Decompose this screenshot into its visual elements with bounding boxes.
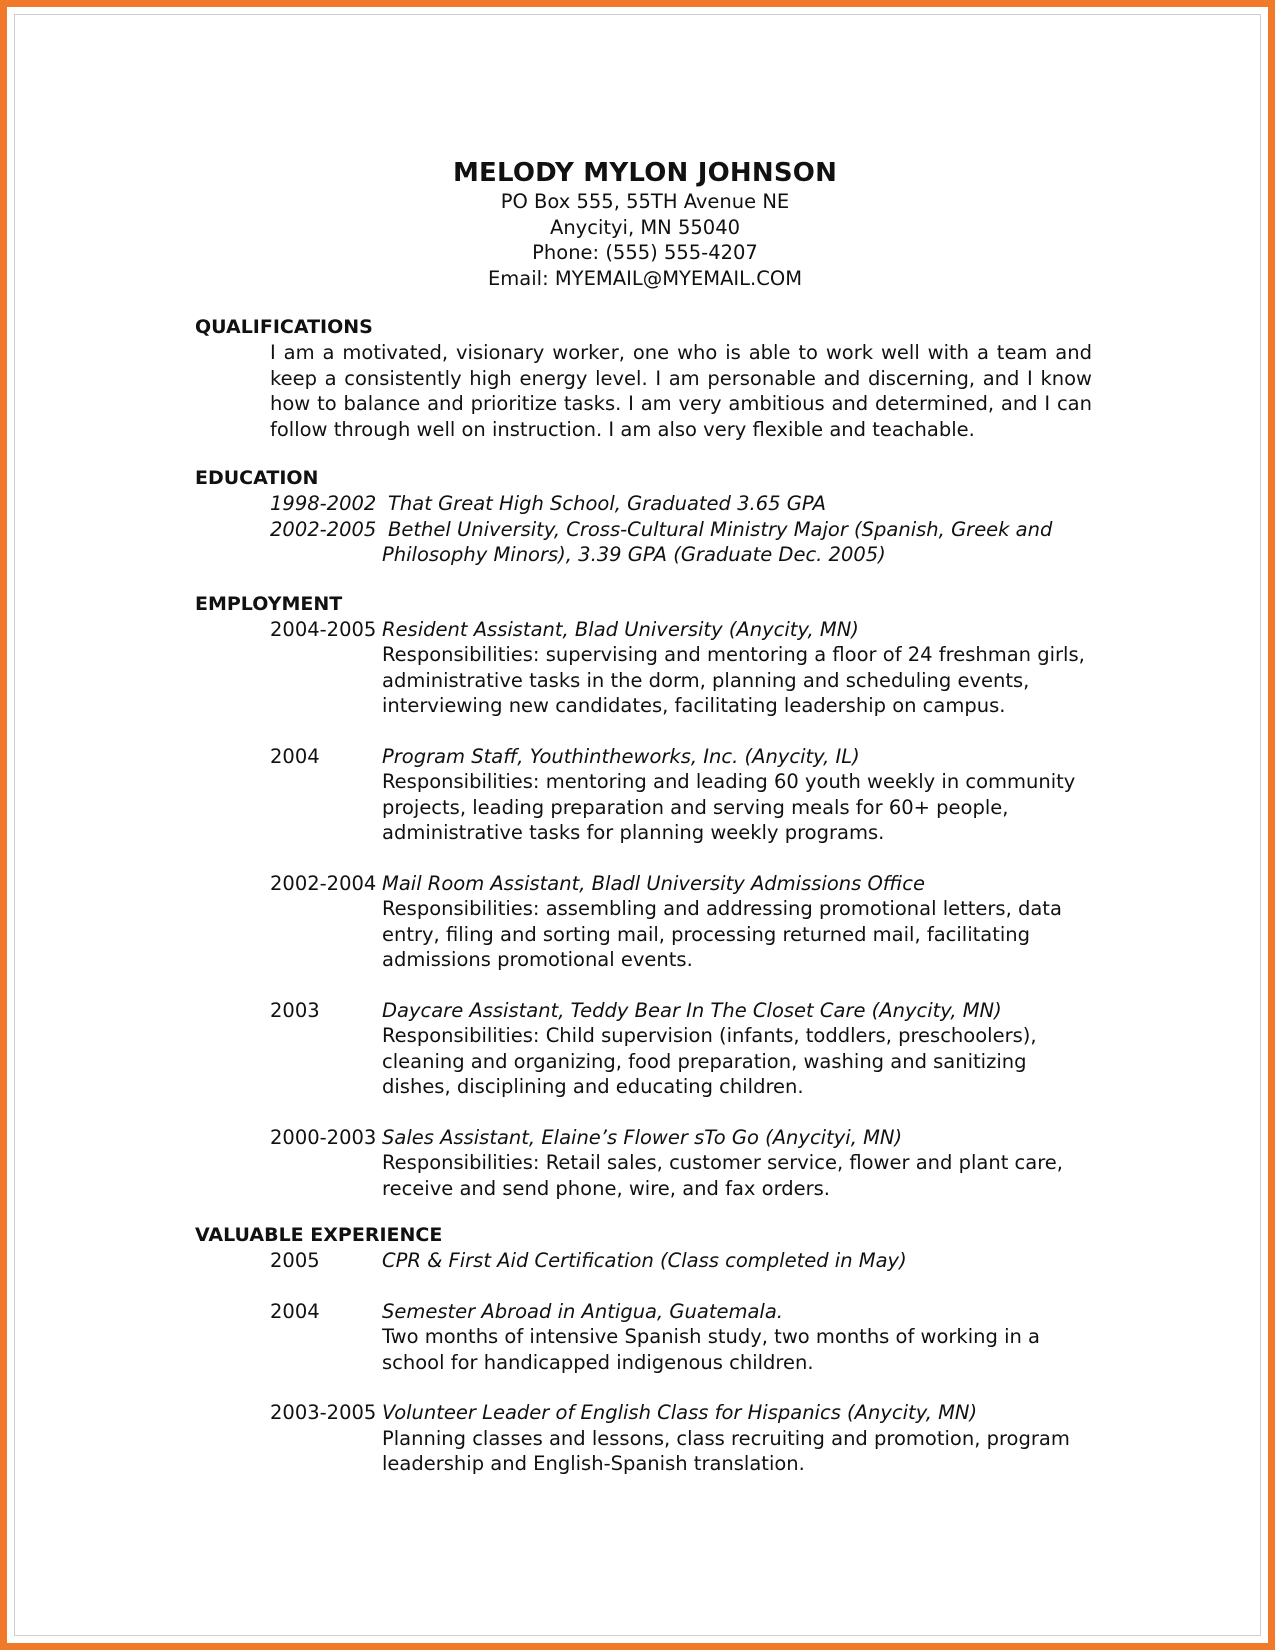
employment-entry	[195, 744, 1095, 846]
employment-detail-line: Responsibilities: supervising and mentoring a floor of 24 freshman girls,	[382, 643, 1085, 666]
employment-entry	[195, 1125, 1095, 1202]
experience-entry	[195, 1400, 1095, 1477]
employment-details	[382, 1125, 1095, 1202]
experience-date: 2004	[270, 1299, 320, 1323]
experience-detail-line: leadership and English-Spanish translation.	[382, 1452, 805, 1475]
employment-position: Daycare Assistant, Teddy Bear In The Closet Care (Anycity, MN)	[382, 998, 1002, 1022]
employment-date: 2004-2005	[270, 617, 377, 641]
experience-details	[382, 1400, 1095, 1477]
email-line: Email: MYEMAIL@MYEMAIL.COM	[487, 266, 803, 290]
experience-detail-line: Two months of intensive Spanish study, two months of working in a	[382, 1325, 1041, 1348]
experience-detail-line: school for handicapped indigenous children.	[382, 1350, 814, 1374]
contact-header	[195, 157, 1095, 291]
employment-date: 2000-2003	[270, 1125, 377, 1149]
employment-detail-line: cleaning and organizing, food preparation, washing and sanitizing	[382, 1049, 1027, 1073]
employment-detail-line: administrative tasks in the dorm, planning and scheduling events,	[382, 668, 1030, 692]
education-date: 1998-2002	[270, 492, 377, 515]
experience-entry	[195, 1299, 1095, 1376]
employment-position: Mail Room Assistant, Bladl University Admissions Office	[382, 871, 926, 895]
employment-heading: EMPLOYMENT	[195, 592, 343, 615]
employment-detail-line: Responsibilities: Child supervision (infants, toddlers, preschoolers),	[382, 1024, 1037, 1047]
education-entry	[195, 491, 1095, 517]
experience-details	[382, 1248, 1095, 1274]
employment-detail-line: Responsibilities: assembling and addressing promotional letters, data	[382, 897, 1062, 920]
employment-details	[382, 617, 1095, 719]
phone-line: Phone: (555) 555-4207	[532, 241, 758, 264]
address-line-2: Anycityi, MN 55040	[549, 215, 741, 239]
employment-detail-line: interviewing new candidates, facilitating leadership on campus.	[382, 694, 1006, 717]
employment-detail-line: entry, filing and sorting mail, processing returned mail, facilitating	[382, 922, 1031, 946]
resume-content	[195, 157, 1095, 1477]
experience-heading: VALUABLE EXPERIENCE	[195, 1224, 443, 1246]
qualifications-section	[195, 315, 1095, 442]
candidate-name: MELODY MYLON JOHNSON	[452, 158, 838, 188]
employment-section	[195, 592, 1095, 1202]
employment-details	[382, 744, 1095, 846]
education-details	[382, 517, 1095, 568]
employment-date: 2004	[270, 744, 320, 768]
employment-detail-line: Responsibilities: mentoring and leading 60 youth weekly in community	[382, 770, 1076, 793]
employment-detail-line: dishes, disciplining and educating children.	[382, 1075, 804, 1098]
education-details	[382, 491, 1095, 517]
employment-date: 2002-2004	[270, 871, 377, 895]
employment-details	[382, 871, 1095, 973]
education-entry	[195, 517, 1095, 568]
experience-detail-line: Planning classes and lessons, class recruiting and promotion, program	[382, 1426, 1070, 1450]
experience-entry	[195, 1248, 1095, 1274]
experience-details	[382, 1299, 1095, 1376]
employment-detail-line: admissions promotional events.	[382, 948, 693, 971]
experience-position: Semester Abroad in Antigua, Guatemala.	[382, 1299, 783, 1323]
employment-entry	[195, 998, 1095, 1100]
education-heading: EDUCATION	[195, 467, 319, 489]
education-line: Philosophy Minors), 3.39 GPA (Graduate Dec. 2005)	[382, 543, 886, 566]
employment-detail-line: Responsibilities: Retail sales, customer service, flower and plant care,	[382, 1151, 1064, 1174]
employment-position: Sales Assistant, Elaine’s Flower sTo Go (Anycityi, MN)	[382, 1125, 903, 1149]
employment-entry	[195, 617, 1095, 719]
experience-position: Volunteer Leader of English Class for Hispanics (Anycity, MN)	[382, 1401, 978, 1424]
experience-section	[195, 1223, 1095, 1477]
experience-date: 2005	[270, 1249, 320, 1272]
employment-detail-line: administrative tasks for planning weekly programs.	[382, 821, 885, 844]
employment-position: Program Staff, Youthintheworks, Inc. (Anycity, IL)	[382, 744, 860, 768]
employment-detail-line: receive and send phone, wire, and fax orders.	[382, 1176, 830, 1200]
education-line: That Great High School, Graduated 3.65 GPA	[388, 492, 826, 515]
education-date: 2002-2005	[270, 517, 377, 541]
employment-detail-line: projects, leading preparation and serving meals for 60+ people,	[382, 795, 1009, 819]
experience-date: 2003-2005	[270, 1401, 377, 1424]
employment-position: Resident Assistant, Blad University (Anycity, MN)	[382, 617, 859, 641]
qualifications-text: I am a motivated, visionary worker, one who is able to work well with a team and keep a consistently high energy level. I am personable and discerning, and I know how to balance and prioritize tasks. I am very ambitious and determined, and I can follow through well on instruction. I am also very flexible and teachable.	[270, 341, 1092, 441]
address-line-1: PO Box 555, 55TH Avenue NE	[500, 190, 790, 213]
education-line: Bethel University, Cross-Cultural Ministry Major (Spanish, Greek and	[388, 517, 1053, 541]
employment-date: 2003	[270, 998, 320, 1022]
employment-entry	[195, 871, 1095, 973]
employment-details	[382, 998, 1095, 1100]
education-section	[195, 466, 1095, 568]
qualifications-heading: QUALIFICATIONS	[195, 316, 373, 338]
experience-position: CPR & First Aid Certification (Class completed in May)	[382, 1249, 907, 1272]
